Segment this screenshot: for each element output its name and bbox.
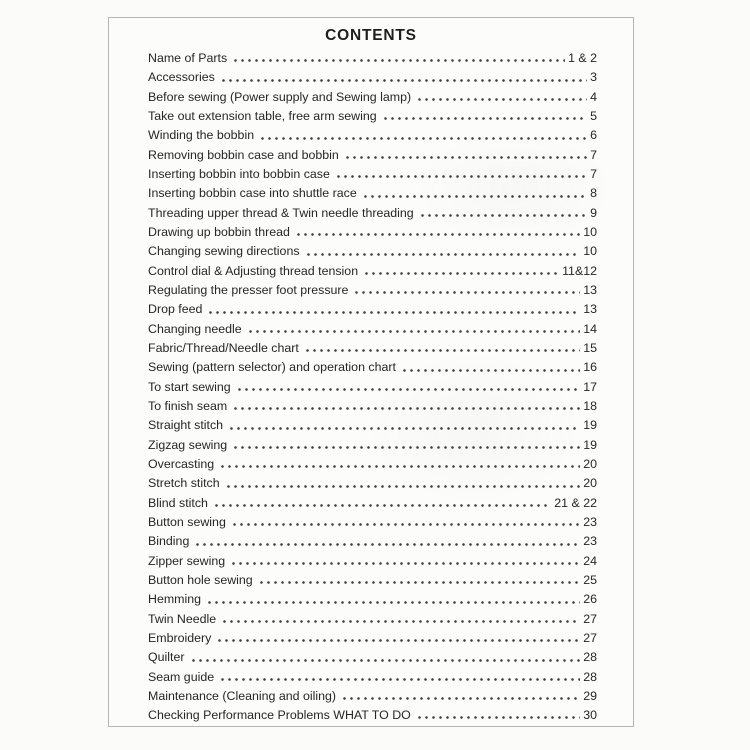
toc-entry-page: 25 [583, 572, 597, 587]
toc-entry-label: Changing needle [148, 321, 242, 336]
toc-entry-label: Fabric/Thread/Needle chart [148, 340, 299, 355]
toc-entry-label: Overcasting [148, 456, 215, 471]
toc-entry [148, 300, 597, 319]
toc-entry-label: Twin Needle [148, 611, 217, 626]
toc-entry-label: Binding [148, 534, 190, 549]
dot-leader [232, 436, 580, 455]
dot-leader [219, 455, 580, 474]
toc-entry [148, 571, 597, 590]
toc-entry-label: Stretch stitch [148, 476, 220, 491]
toc-entry [148, 513, 597, 532]
toc-entry-page: 16 [583, 360, 597, 375]
toc-entry-label: Button sewing [148, 514, 226, 529]
dot-leader [225, 474, 581, 493]
toc-entry [148, 358, 597, 377]
toc-entry-page: 20 [583, 456, 597, 471]
toc-entry-label: Name of Parts [148, 51, 228, 65]
dot-leader [220, 68, 587, 87]
dot-leader [344, 146, 587, 165]
toc-entry-page: 23 [583, 514, 597, 529]
toc-entry [148, 590, 597, 609]
dot-leader [353, 281, 580, 300]
toc-entry-page: 13 [583, 302, 597, 317]
toc-entry-label: Regulating the presser foot pressure [148, 282, 349, 297]
dot-leader [341, 687, 580, 706]
toc-entry-page: 10 [583, 224, 597, 239]
toc-entry-label: Before sewing (Power supply and Sewing lamp) [148, 89, 412, 104]
table-of-contents [148, 49, 597, 725]
toc-entry-page: 15 [583, 340, 597, 355]
toc-entry-page: 10 [583, 244, 597, 259]
contents-page [108, 17, 634, 727]
toc-entry-label: Winding the bobbin [148, 128, 255, 143]
dot-leader [382, 107, 587, 126]
dot-leader [228, 416, 580, 435]
dot-leader [416, 88, 587, 107]
toc-entry-label: Zigzag sewing [148, 437, 228, 452]
toc-entry-page: 27 [583, 630, 597, 645]
toc-entry-label: Embroidery [148, 630, 212, 645]
dot-leader [232, 397, 580, 416]
dot-leader [419, 204, 587, 223]
toc-entry-label: Inserting bobbin case into shuttle race [148, 186, 357, 201]
toc-entry-page: 7 [590, 147, 597, 162]
dot-leader [221, 610, 580, 629]
toc-entry [148, 668, 597, 687]
dot-leader [206, 590, 580, 609]
toc-entry-page: 4 [590, 89, 597, 104]
dot-leader [207, 300, 580, 319]
dot-leader [258, 571, 580, 590]
toc-entry-label: Zipper sewing [148, 553, 226, 568]
toc-entry [148, 552, 597, 571]
toc-entry [148, 165, 597, 184]
toc-entry-page: 11&12 [562, 263, 597, 278]
dot-leader [232, 49, 565, 68]
toc-entry-label: Hemming [148, 592, 202, 607]
toc-entry-page: 6 [590, 128, 597, 143]
toc-entry-page: 24 [583, 553, 597, 568]
dot-leader [305, 242, 581, 261]
toc-entry-page: 14 [583, 321, 597, 336]
toc-entry-page: 29 [583, 688, 597, 703]
toc-entry-label: To start sewing [148, 379, 231, 394]
toc-entry [148, 706, 597, 725]
toc-entry [148, 687, 597, 706]
toc-entry-page: 18 [583, 398, 597, 413]
toc-entry-label: Take out extension table, free arm sewing [148, 108, 377, 123]
dot-leader [219, 668, 580, 687]
dot-leader [304, 339, 580, 358]
toc-entry-label: Control dial & Adjusting thread tension [148, 263, 359, 278]
dot-leader [401, 358, 580, 377]
toc-entry [148, 88, 597, 107]
dot-leader [231, 513, 580, 532]
toc-entry-page: 9 [590, 205, 597, 220]
toc-entry [148, 339, 597, 358]
toc-entry-page: 17 [583, 379, 597, 394]
toc-entry-label: Removing bobbin case and bobbin [148, 147, 339, 162]
toc-entry [148, 223, 597, 242]
toc-entry-label: Checking Performance Problems WHAT TO DO [148, 708, 411, 723]
toc-entry-label: Drop feed [148, 302, 203, 317]
dot-leader [416, 706, 580, 725]
dot-leader [247, 320, 581, 339]
toc-entry-page: 7 [590, 166, 597, 181]
toc-entry-page: 5 [590, 108, 597, 123]
toc-entry-label: Straight stitch [148, 418, 224, 433]
toc-entry-label: Inserting bobbin into bobbin case [148, 166, 330, 181]
toc-entry-label: Threading upper thread & Twin needle threading [148, 205, 414, 220]
toc-entry-page: 28 [583, 650, 597, 665]
dot-leader [259, 126, 587, 145]
toc-entry-page: 28 [583, 669, 597, 684]
toc-entry [148, 107, 597, 126]
dot-leader [190, 648, 581, 667]
dot-leader [362, 184, 587, 203]
toc-entry [148, 532, 597, 551]
toc-entry-page: 26 [583, 592, 597, 607]
toc-entry [148, 455, 597, 474]
toc-entry-label: Changing sewing directions [148, 244, 300, 259]
toc-entry [148, 262, 597, 281]
toc-entry-label: Drawing up bobbin thread [148, 224, 290, 239]
dot-leader [213, 494, 551, 513]
toc-entry-label: Accessories [148, 70, 215, 85]
dot-leader [335, 165, 587, 184]
toc-entry-page: 13 [583, 282, 597, 297]
toc-entry [148, 397, 597, 416]
toc-entry [148, 68, 597, 87]
page-title: CONTENTS [325, 27, 417, 44]
toc-entry-page: 30 [583, 708, 597, 723]
dot-leader [363, 262, 559, 281]
toc-entry-page: 23 [583, 534, 597, 549]
toc-entry-label: Blind stitch [148, 495, 208, 510]
toc-entry-label: To finish seam [148, 398, 228, 413]
toc-entry [148, 126, 597, 145]
toc-entry [148, 320, 597, 339]
toc-entry [148, 648, 597, 667]
toc-entry-page: 21 & 22 [554, 495, 597, 510]
dot-leader [230, 552, 580, 571]
dot-leader [216, 629, 580, 648]
toc-entry [148, 629, 597, 648]
toc-entry-label: Maintenance (Cleaning and oiling) [148, 688, 337, 703]
toc-entry-page: 3 [590, 70, 597, 85]
toc-entry [148, 378, 597, 397]
toc-entry [148, 436, 597, 455]
dot-leader [295, 223, 580, 242]
toc-entry-label: Sewing (pattern selector) and operation chart [148, 360, 396, 375]
toc-entry-label: Button hole sewing [148, 572, 253, 587]
toc-entry-page: 1 & 2 [568, 51, 597, 65]
toc-entry-label: Quilter [148, 650, 185, 665]
toc-entry [148, 416, 597, 435]
toc-entry-page: 27 [583, 611, 597, 626]
dot-leader [236, 378, 581, 397]
toc-entry [148, 610, 597, 629]
toc-entry-page: 19 [583, 418, 597, 433]
toc-entry-page: 8 [590, 186, 597, 201]
toc-entry-label: Seam guide [148, 669, 215, 684]
toc-entry [148, 474, 597, 493]
dot-leader [194, 532, 580, 551]
toc-entry [148, 204, 597, 223]
toc-entry [148, 49, 597, 68]
toc-entry [148, 494, 597, 513]
toc-entry [148, 146, 597, 165]
toc-entry [148, 242, 597, 261]
toc-entry-page: 20 [583, 476, 597, 491]
toc-entry [148, 281, 597, 300]
toc-entry [148, 184, 597, 203]
toc-entry-page: 19 [583, 437, 597, 452]
